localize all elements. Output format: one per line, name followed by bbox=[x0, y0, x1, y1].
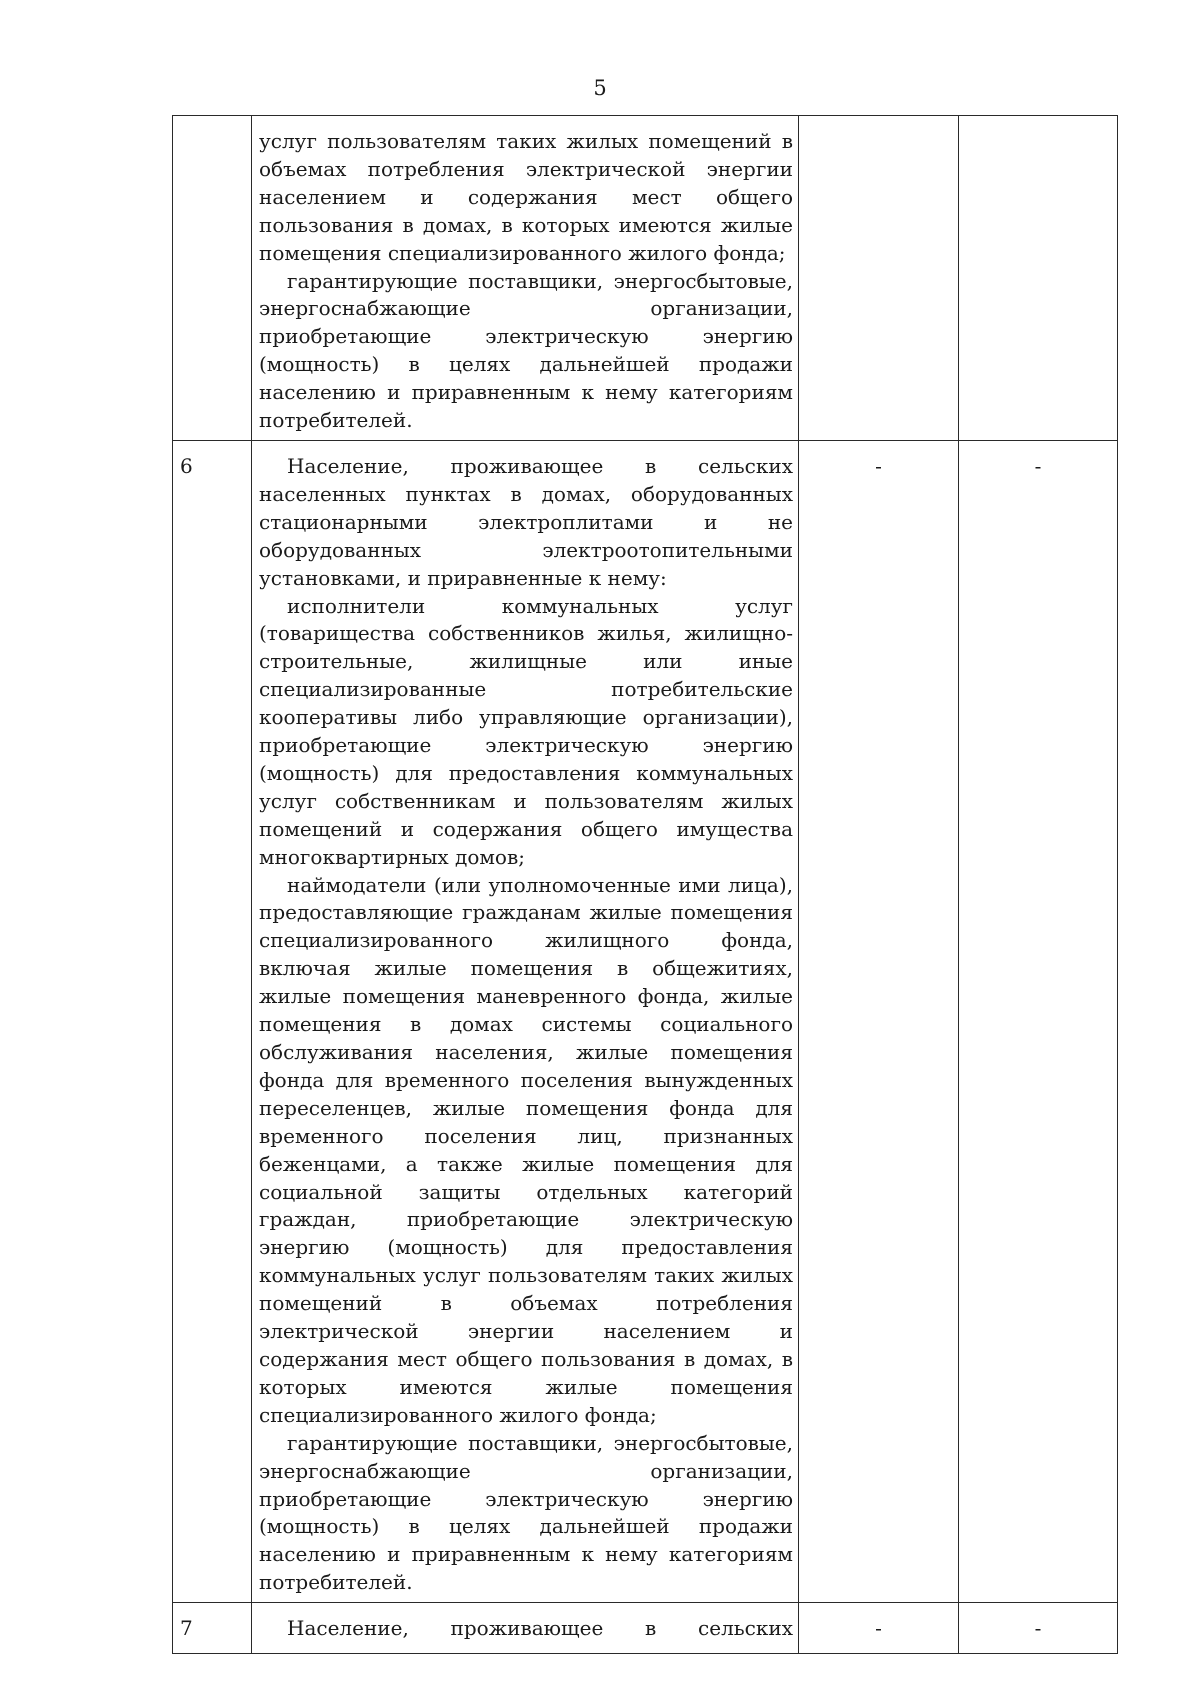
row-number-cell: 6 bbox=[173, 440, 252, 1602]
row-value-cell: - bbox=[959, 440, 1118, 1602]
row-value-cell: - bbox=[799, 440, 959, 1602]
row-description-cell bbox=[252, 1603, 799, 1654]
description-paragraph: Население, проживающее в сельских населенных пунктах в домах, оборудованных стационарными электроплитами и не оборудованных электроотопительными установками, и приравненные к нему: bbox=[259, 453, 793, 590]
row-value-cell bbox=[799, 116, 959, 441]
description-paragraph: Население, проживающее в сельских bbox=[287, 1616, 793, 1641]
description-paragraph: исполнители коммунальных услуг (товарищества собственников жилья, жилищно-строительные, жилищные или иные специализированные потребительские кооперативы либо управляющие организации), приобретающие электрическую энергию (мощность) для предоставления коммунальных услуг собственникам и пользователям жилых помещений и содержания общего имущества многоквартирных домов; bbox=[259, 593, 793, 869]
description-paragraph: наймодатели (или уполномоченные ими лица), предоставляющие гражданам жилые помещения специализированного жилищного фонда, включая жилые помещения в общежитиях, жилые помещения маневренного фонда, жилые помещения в домах системы социального обслуживания населения, жилые помещения фонда для временного поселения вынужденных переселенцев, жилые помещения фонда для временного поселения лиц, признанных беженцами, а также жилые помещения для социальной защиты отдельных категорий граждан, приобретающие электрическую энергию (мощность) для предоставления коммунальных услуг пользователям таких жилых помещений в объемах потребления электрической энергии населением и содержания мест общего пользования в домах, в которых имеются жилые помещения специализированного жилого фонда; bbox=[259, 872, 793, 1427]
row-value-cell: - bbox=[799, 1603, 959, 1654]
description-paragraph: гарантирующие поставщики, энергосбытовые, энергоснабжающие организации, приобретающие электрическую энергию (мощность) в целях дальнейшей продажи населению и приравненным к нему категориям потребителей. bbox=[259, 268, 793, 433]
row-value-cell: - bbox=[959, 1603, 1118, 1654]
table-row bbox=[173, 1603, 1118, 1654]
page-number: 5 bbox=[593, 76, 607, 100]
row-value-cell bbox=[959, 116, 1118, 441]
row-number-cell bbox=[173, 116, 252, 441]
row-description-cell bbox=[252, 116, 799, 441]
table-row bbox=[173, 116, 1118, 441]
tariff-table bbox=[172, 115, 1118, 1654]
table-row bbox=[173, 440, 1118, 1602]
description-paragraph: услуг пользователям таких жилых помещений в объемах потребления электрической энергии населением и содержания мест общего пользования в домах, в которых имеются жилые помещения специализированного жилого фонда; bbox=[259, 129, 793, 265]
description-paragraph: гарантирующие поставщики, энергосбытовые, энергоснабжающие организации, приобретающие электрическую энергию (мощность) в целях дальнейшей продажи населению и приравненным к нему категориям потребителей. bbox=[259, 1430, 793, 1595]
row-number-cell: 7 bbox=[173, 1603, 252, 1654]
row-description-cell bbox=[252, 440, 799, 1602]
